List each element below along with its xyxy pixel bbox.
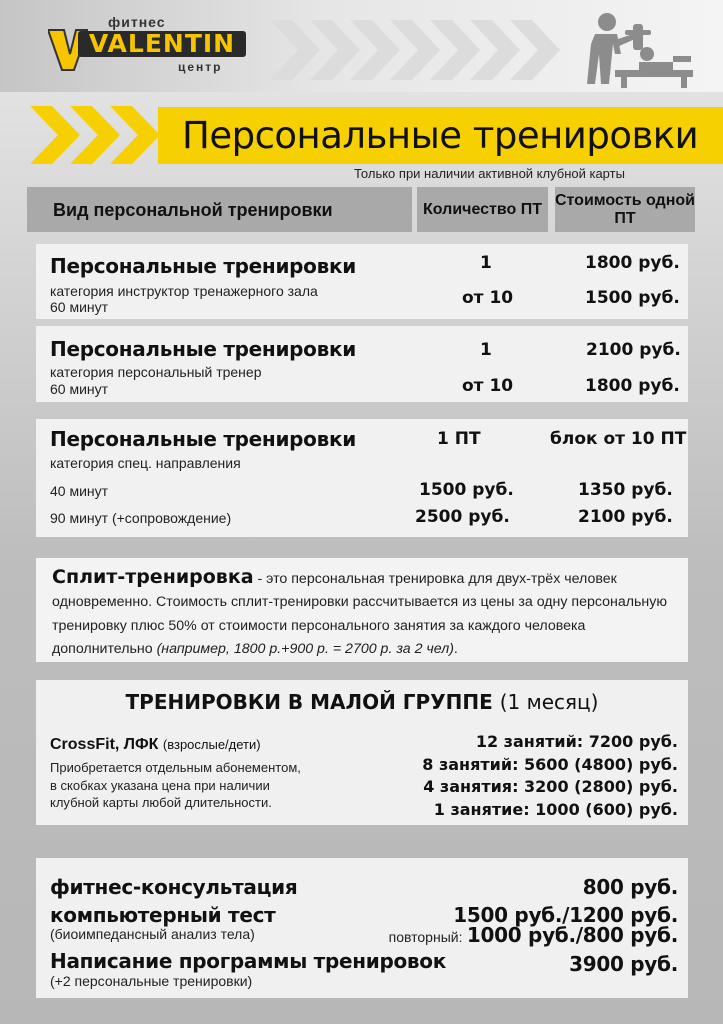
header-quantity: Количество ПТ (417, 187, 548, 232)
membership-note: Только при наличии активной клубной карты (354, 166, 625, 181)
header-type: Вид персональной тренировки (27, 187, 412, 232)
personal-trainer-icon (585, 10, 697, 88)
page-title: Персональные тренировки (182, 114, 699, 157)
program-label: Написание программы тренировок (50, 949, 446, 973)
group-price-list (422, 731, 678, 821)
program-note: (+2 персональные тренировки) (50, 973, 253, 989)
logo-top-text: фитнес (108, 14, 166, 30)
repeat-label: повторный: (388, 929, 463, 945)
logo-bottom-text: центр (178, 60, 223, 74)
repeat-price: 1000 руб./800 руб. (466, 923, 678, 947)
consultation-label: фитнес-консультация (50, 875, 298, 899)
group-period: (1 месяц) (499, 690, 599, 714)
split-end: . (453, 641, 458, 658)
group-name: CrossFit, ЛФК (50, 736, 159, 753)
price-value: 1500 руб. (585, 288, 680, 308)
group-program-name (50, 736, 261, 754)
repeat-test (389, 923, 678, 947)
group-note (50, 759, 301, 812)
header-chevrons-graphic (270, 20, 590, 80)
card-duration: 60 минут (50, 381, 109, 397)
price-value: 1500 руб. (419, 480, 514, 500)
consultation-price: 800 руб. (582, 875, 678, 899)
price-value: 2100 руб. (586, 340, 681, 360)
price-value: 1800 руб. (585, 376, 680, 396)
split-example: (например, 1800 р.+900 р. = 2700 р. за 2 чел) (156, 641, 454, 658)
card-category: категория персональный тренер (50, 364, 262, 380)
test-note: (биоимпедансный анализ тела) (50, 926, 255, 942)
card-duration: 60 минут (50, 299, 109, 315)
program-price: 3900 руб. (569, 952, 678, 976)
card-title: Персональные тренировки (50, 427, 356, 451)
logo-wordmark: VALENTIN (78, 31, 246, 57)
price-value: 1350 руб. (578, 480, 673, 500)
qty-value: 1 (480, 253, 492, 273)
card-title: Персональные тренировки (50, 254, 356, 278)
group-audience: (взрослые/дети) (162, 737, 261, 752)
group-title-text: ТРЕНИРОВКИ В МАЛОЙ ГРУППЕ (125, 690, 493, 714)
split-heading: Сплит-тренировка (52, 566, 254, 588)
card-title: Персональные тренировки (50, 337, 356, 361)
group-price-item: 1 занятие: 1000 (600) руб. (433, 799, 678, 819)
group-note-line: Приобретается отдельным абонементом, (50, 760, 301, 775)
group-note-line: клубной карты любой длительности. (50, 795, 272, 810)
col-block-header: блок от 10 ПТ (550, 429, 687, 449)
price-value: 2500 руб. (415, 507, 510, 527)
price-value: 2100 руб. (578, 507, 673, 527)
test-label: компьютерный тест (50, 903, 276, 927)
col-single-header: 1 ПТ (437, 429, 481, 449)
group-price-item: 4 занятия: 3200 (2800) руб. (423, 777, 678, 796)
group-price-item: 8 занятий: 5600 (4800) руб. (422, 754, 678, 774)
test-price: 1500 руб./1200 руб. (453, 903, 678, 927)
price-value: 1800 руб. (585, 253, 680, 273)
card-category: категория спец. направления (50, 455, 241, 471)
group-note-line: в скобках указана цена при наличии (50, 777, 270, 793)
group-price-item: 12 занятий: 7200 руб. (475, 732, 678, 751)
group-title (36, 690, 688, 714)
qty-value: от 10 (462, 288, 514, 308)
split-training-text (52, 566, 682, 662)
duration-label: 40 минут (50, 483, 109, 499)
card-category: категория инструктор тренажерного зала (50, 283, 318, 299)
duration-label: 90 минут (+сопровождение) (50, 510, 232, 526)
qty-value: 1 (480, 340, 492, 360)
split-description: - это персональная тренировка для двух-трёх человек одновременно. Стоимость сплит-тренировки рассчитывается из цены за одну персональную тренировку плюс 50% от стоимости персонального занятия за каждого человека дополнительно (52, 571, 667, 658)
qty-value: от 10 (462, 376, 514, 396)
header-price: Стоимость одной ПТ (555, 187, 695, 232)
